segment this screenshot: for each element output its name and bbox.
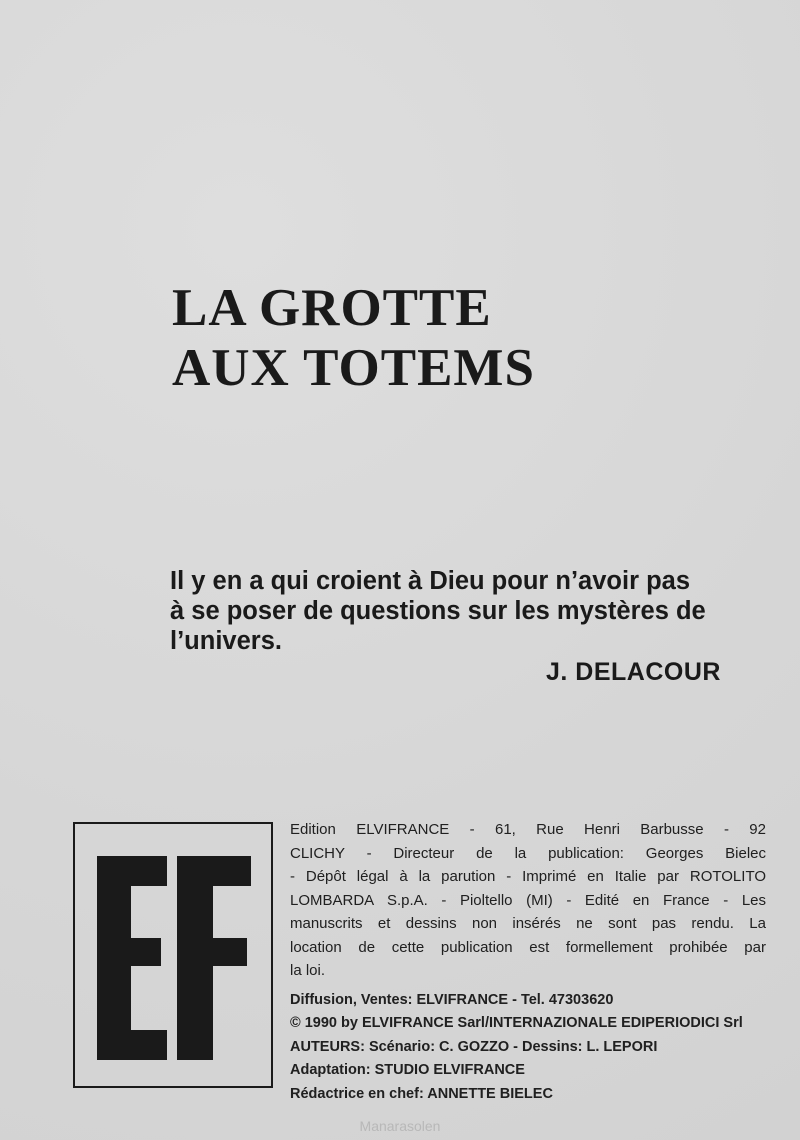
quote-line: Il y en a qui croient à Dieu pour n’avoir pas [170,567,691,595]
legal-line: la loi. [290,962,326,979]
epigraph-quote [170,566,770,656]
quote-line: l’univers. [170,627,282,655]
legal-line: location de cette publication est formellement prohibée par [290,938,766,956]
watermark: Manarasolen [359,1118,441,1134]
title-line-1: LA GROTTE [172,279,492,337]
authors-line: AUTEURS: Scénario: C. GOZZO - Dessins: L. LEPORI [290,1038,658,1055]
editor-line: Rédactrice en chef: ANNETTE BIELEC [290,1085,553,1102]
credits [290,989,766,1107]
distribution-line: Diffusion, Ventes: ELVIFRANCE - Tel. 47303620 [290,991,614,1008]
legal-line: - Dépôt légal à la parution - Imprimé en Italie par ROTOLITO [290,868,766,885]
legal-notice [290,818,766,983]
title-line-2: AUX TOTEMS [172,339,535,397]
imprint-block [290,818,766,1106]
page-title [172,278,535,398]
publisher-logo [73,822,273,1088]
quote-line: à se poser de questions sur les mystères de [170,597,706,625]
legal-line: LOMBARDA S.p.A. - Pioltello (MI) - Edité en France - Les [290,891,766,909]
legal-line: manuscrits et dessins non insérés ne sont pas rendu. La [290,915,766,932]
adaptation-line: Adaptation: STUDIO ELVIFRANCE [290,1062,525,1078]
ef-logo-icon [75,824,271,1086]
quote-author: J. DELACOUR [546,658,721,686]
copyright-line: © 1990 by ELVIFRANCE Sarl/INTERNAZIONALE EDIPERIODICI Srl [290,1015,743,1031]
legal-line: Edition ELVIFRANCE - 61, Rue Henri Barbusse - 92 [290,821,766,838]
legal-line: CLICHY - Directeur de la publication: Georges Bielec [290,844,766,862]
